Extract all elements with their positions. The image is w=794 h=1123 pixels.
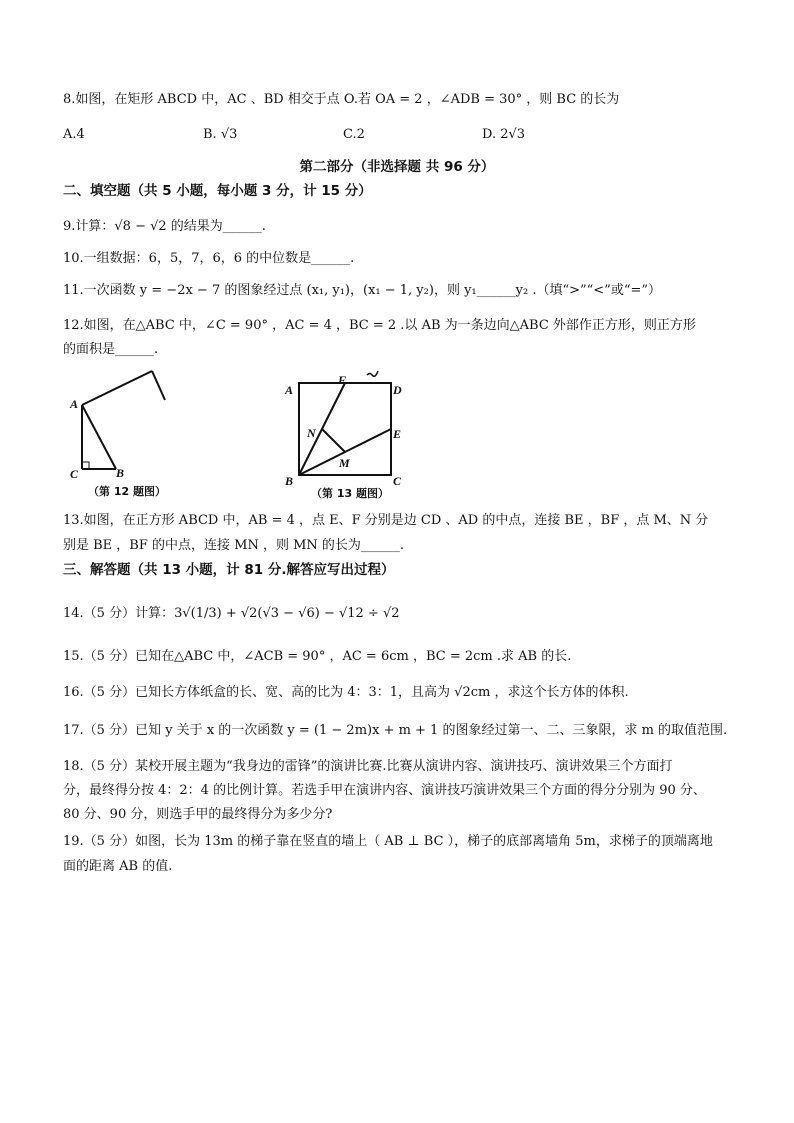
fig13-label-b: B	[285, 474, 294, 488]
question-9-text: 9.计算：√8 − √2 的结果为______.	[63, 219, 266, 234]
figure-12	[64, 366, 184, 501]
question-11-text: 11.一次函数 y = −2x − 7 的图象经过点 (x₁, y₁)，(x₁ − 1, y₂)，则 y₁______y₂ .（填“>”“<”或“=”）	[63, 283, 662, 298]
fig13-label-d: D	[393, 383, 402, 397]
fig13-mark	[367, 371, 378, 376]
question-18-line-3: 80 分、90 分，则选手甲的最终得分为多少分?	[63, 807, 333, 822]
q8-option-d: D. 2√3	[482, 127, 526, 142]
figure-13	[283, 366, 418, 501]
fig13-label-f: F	[338, 373, 347, 387]
q8-option-c: C.2	[343, 127, 365, 142]
question-16-text: 16.（5 分）已知长方体纸盒的长、宽、高的比为 4：3：1，且高为 √2cm ，求这个长方体的体积.	[63, 685, 629, 700]
question-13-line-2: 别是 BE ，BF 的中点，连接 MN ，则 MN 的长为______.	[63, 538, 405, 553]
q8-option-a: A.4	[63, 127, 85, 142]
fig13-label-n: N	[307, 426, 316, 440]
question-12-line-1: 12.如图，在△ABC 中，∠C = 90° ，AC = 4 ，BC = 2 .以 AB 为一条边向△ABC 外部作正方形，则正方形	[63, 318, 696, 333]
fig12-right-angle-mark	[82, 462, 89, 469]
fig12-square-side-1	[82, 371, 152, 405]
question-8-text: 8.如图，在矩形 ABCD 中，AC 、BD 相交于点 O.若 OA = 2 ，∠ADB = 30° ，则 BC 的长为	[63, 92, 620, 107]
fig12-square-side-2	[152, 371, 165, 400]
question-15-text: 15.（5 分）已知在△ABC 中，∠ACB = 90° ，AC = 6cm ，BC = 2cm .求 AB 的长.	[63, 649, 572, 664]
section-2-heading: 二、填空题（共 5 小题，每小题 3 分，计 15 分）	[63, 183, 372, 199]
question-18-line-2: 分，最终得分按 4：2：4 的比例计算。若选手甲在演讲内容、演讲技巧演讲效果三个方面的得分分别为 90 分、	[63, 783, 706, 798]
question-10-text: 10.一组数据：6，5，7，6，6 的中位数是______.	[63, 251, 355, 266]
fig13-label-c: C	[393, 474, 402, 488]
question-17-text: 17.（5 分）已知 y 关于 x 的一次函数 y = (1 − 2m)x + m + 1 的图象经过第一、二、三象限，求 m 的取值范围.	[63, 723, 728, 738]
fig12-label-b: B	[116, 466, 125, 480]
question-18-line-1: 18.（5 分）某校开展主题为“我身边的雷锋”的演讲比赛.比赛从演讲内容、演讲技巧、演讲效果三个方面打	[63, 759, 673, 774]
question-14-text: 14.（5 分）计算：3√(1/3) + √2(√3 − √6) − √12 ÷ √2	[63, 606, 400, 621]
fig13-segment-mn	[322, 429, 345, 452]
fig13-caption: （第 13 题图）	[311, 487, 389, 500]
question-19-line-2: 面的距离 AB 的值.	[63, 859, 173, 874]
question-19-line-1: 19.（5 分）如图，长为 13m 的梯子靠在竖直的墙上（ AB ⊥ BC ），梯子的底部离墙角 5m，求梯子的顶端离地	[63, 834, 713, 849]
fig12-side-ab	[82, 405, 116, 469]
fig13-label-m: M	[339, 456, 350, 470]
fig12-label-a: A	[70, 397, 79, 411]
fig12-label-c: C	[70, 467, 79, 481]
part-2-heading: 第二部分（非选择题 共 96 分）	[299, 159, 495, 175]
fig12-caption: （第 12 题图）	[88, 485, 166, 498]
q8-option-b: B. √3	[203, 127, 238, 142]
fig13-label-a: A	[285, 383, 294, 397]
question-13-line-1: 13.如图，在正方形 ABCD 中，AB = 4 ，点 E、F 分别是边 CD 、AD 的中点，连接 BE ，BF ，点 M、N 分	[63, 513, 709, 528]
fig13-label-e: E	[393, 427, 402, 441]
question-12-line-2: 的面积是______.	[63, 342, 159, 357]
section-3-heading: 三、解答题（共 13 小题，计 81 分.解答应写出过程）	[63, 562, 395, 578]
